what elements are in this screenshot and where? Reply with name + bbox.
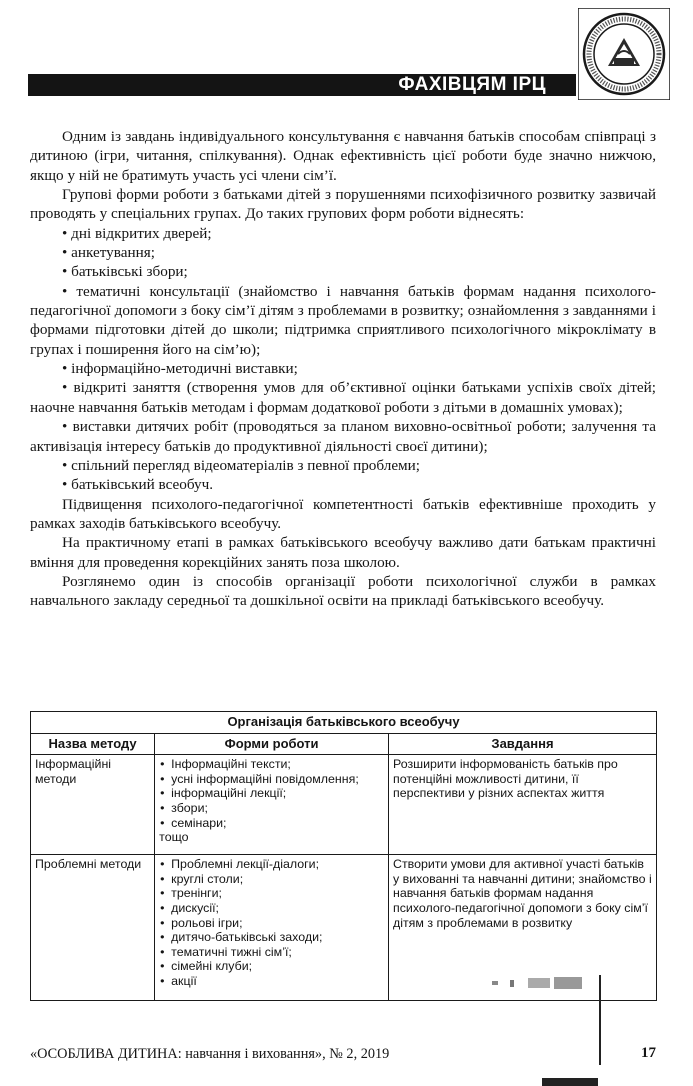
page-edge-artifact [540,1074,600,1086]
paragraph: Групові форми роботи з батьками дітей з порушеннями психофізичного розвитку зазвичай проводять у спеціальних групах. До таких групових форм роботи віднесять: [30,186,656,223]
table-header-forms: Форми роботи [155,733,389,755]
form-item: • збори; [159,801,384,816]
form-item: • Інформаційні тексти; [159,757,384,772]
list-item: • інформаційно-методичні виставки; [62,360,298,378]
form-item: • дискусії; [159,901,384,916]
form-item: • Проблемні лекції-діалоги; [159,857,384,872]
journal-footer: «ОСОБЛИВА ДИТИНА: навчання і виховання», № 2, 2019 [30,1046,390,1062]
page-number: 17 [641,1045,656,1061]
list-item: • батьківський всеобуч. [62,476,214,494]
task-cell: Розширити інформованість батьків про потенційні можливості дитини, її перспективи у різних аспектах життя [389,755,657,855]
method-cell: Інформаційні методи [31,755,155,855]
form-item: • акції [159,974,384,989]
form-item: • інформаційні лекції; [159,786,384,801]
list-item: • виставки дитячих робіт (проводяться за планом виховно-освітньої роботи; залучення та активізація інтересу батьків до продуктивної діяльності своєї дитини); [30,418,656,455]
form-item: • тематичні тижні сім’ї; [159,945,384,960]
forms-cell [155,755,389,855]
form-item: • дитячо-батьківські заходи; [159,930,384,945]
list-item: • спільний перегляд відеоматеріалів з певної проблеми; [62,456,421,474]
list-item: • дні відкритих дверей; [62,224,212,242]
task-cell: Створити умови для активної участі батьків у вихованні та навчанні дитини; знайомство і навчання батьків формам надання психолого-педагогічної допомоги з боку сім’ї дітям з проблемами в розвитку [389,855,657,1001]
list-item: • тематичні консультації (знайомство і навчання батьків формам надання психолого-педагогічної допомоги з боку сім’ї дітям з проблемами в розвитку; ознайомлення з завданнями і формами підготовки дітей до школи; підтримка сприятливого психологічного мікроклімату в групах і поширення його на сім’ю); [30,282,656,358]
form-item-tail: тощо [159,830,189,845]
list-item: • відкриті заняття (створення умов для об’єктивної оцінки батьками успіхів своїх дітей; наочне навчання батьків методам і формам додаткової роботи з дітьми в домашніх умовах); [30,379,656,416]
section-header-bar [28,74,576,96]
institute-seal-logo [578,8,670,100]
vertical-rule [599,975,601,1065]
table-header-task: Завдання [389,733,657,755]
paragraph: Розглянемо один із способів організації роботи психологічної служби в рамках навчального закладу середньої та дошкільної освіти на прикладі батьківського всеобучу. [30,572,656,610]
methods-table [30,711,657,1001]
form-item: • сімейні клуби; [159,959,384,974]
table-row [31,755,657,855]
list-item: • батьківські збори; [62,263,188,281]
article-body [30,127,656,611]
paragraph: Одним із завдань індивідуального консультування є навчання батьків способам співпраці з дитиною (ігри, читання, спілкування). Однак ефективність цієї роботи буде значно нижчою, якщо у ній не братимуть участь усі члени сім’ї. [30,128,656,184]
form-item: • усні інформаційні повідомлення; [159,772,384,787]
table-header-method: Назва методу [31,733,155,755]
methods-table-container [30,711,657,1001]
list-item: • анкетування; [62,244,155,262]
form-item: • семінари; [159,816,384,831]
form-item: • круглі столи; [159,872,384,887]
form-item: • рольові ігри; [159,916,384,931]
table-caption: Організація батьківського всеобучу [31,712,657,734]
forms-cell [155,855,389,1001]
method-cell: Проблемні методи [31,855,155,1001]
scan-artifact [470,975,590,993]
form-item: • тренінги; [159,886,384,901]
paragraph: Підвищення психолого-педагогічної компетентності батьків ефективніше проходить у рамках заходів батьківського всеобучу. [30,495,656,532]
section-title: ФАХІВЦЯМ ІРЦ [398,74,546,95]
paragraph: На практичному етапі в рамках батьківського всеобучу важливо дати батькам практичні вміння для проведення корекційних занять поза школою. [30,534,656,571]
